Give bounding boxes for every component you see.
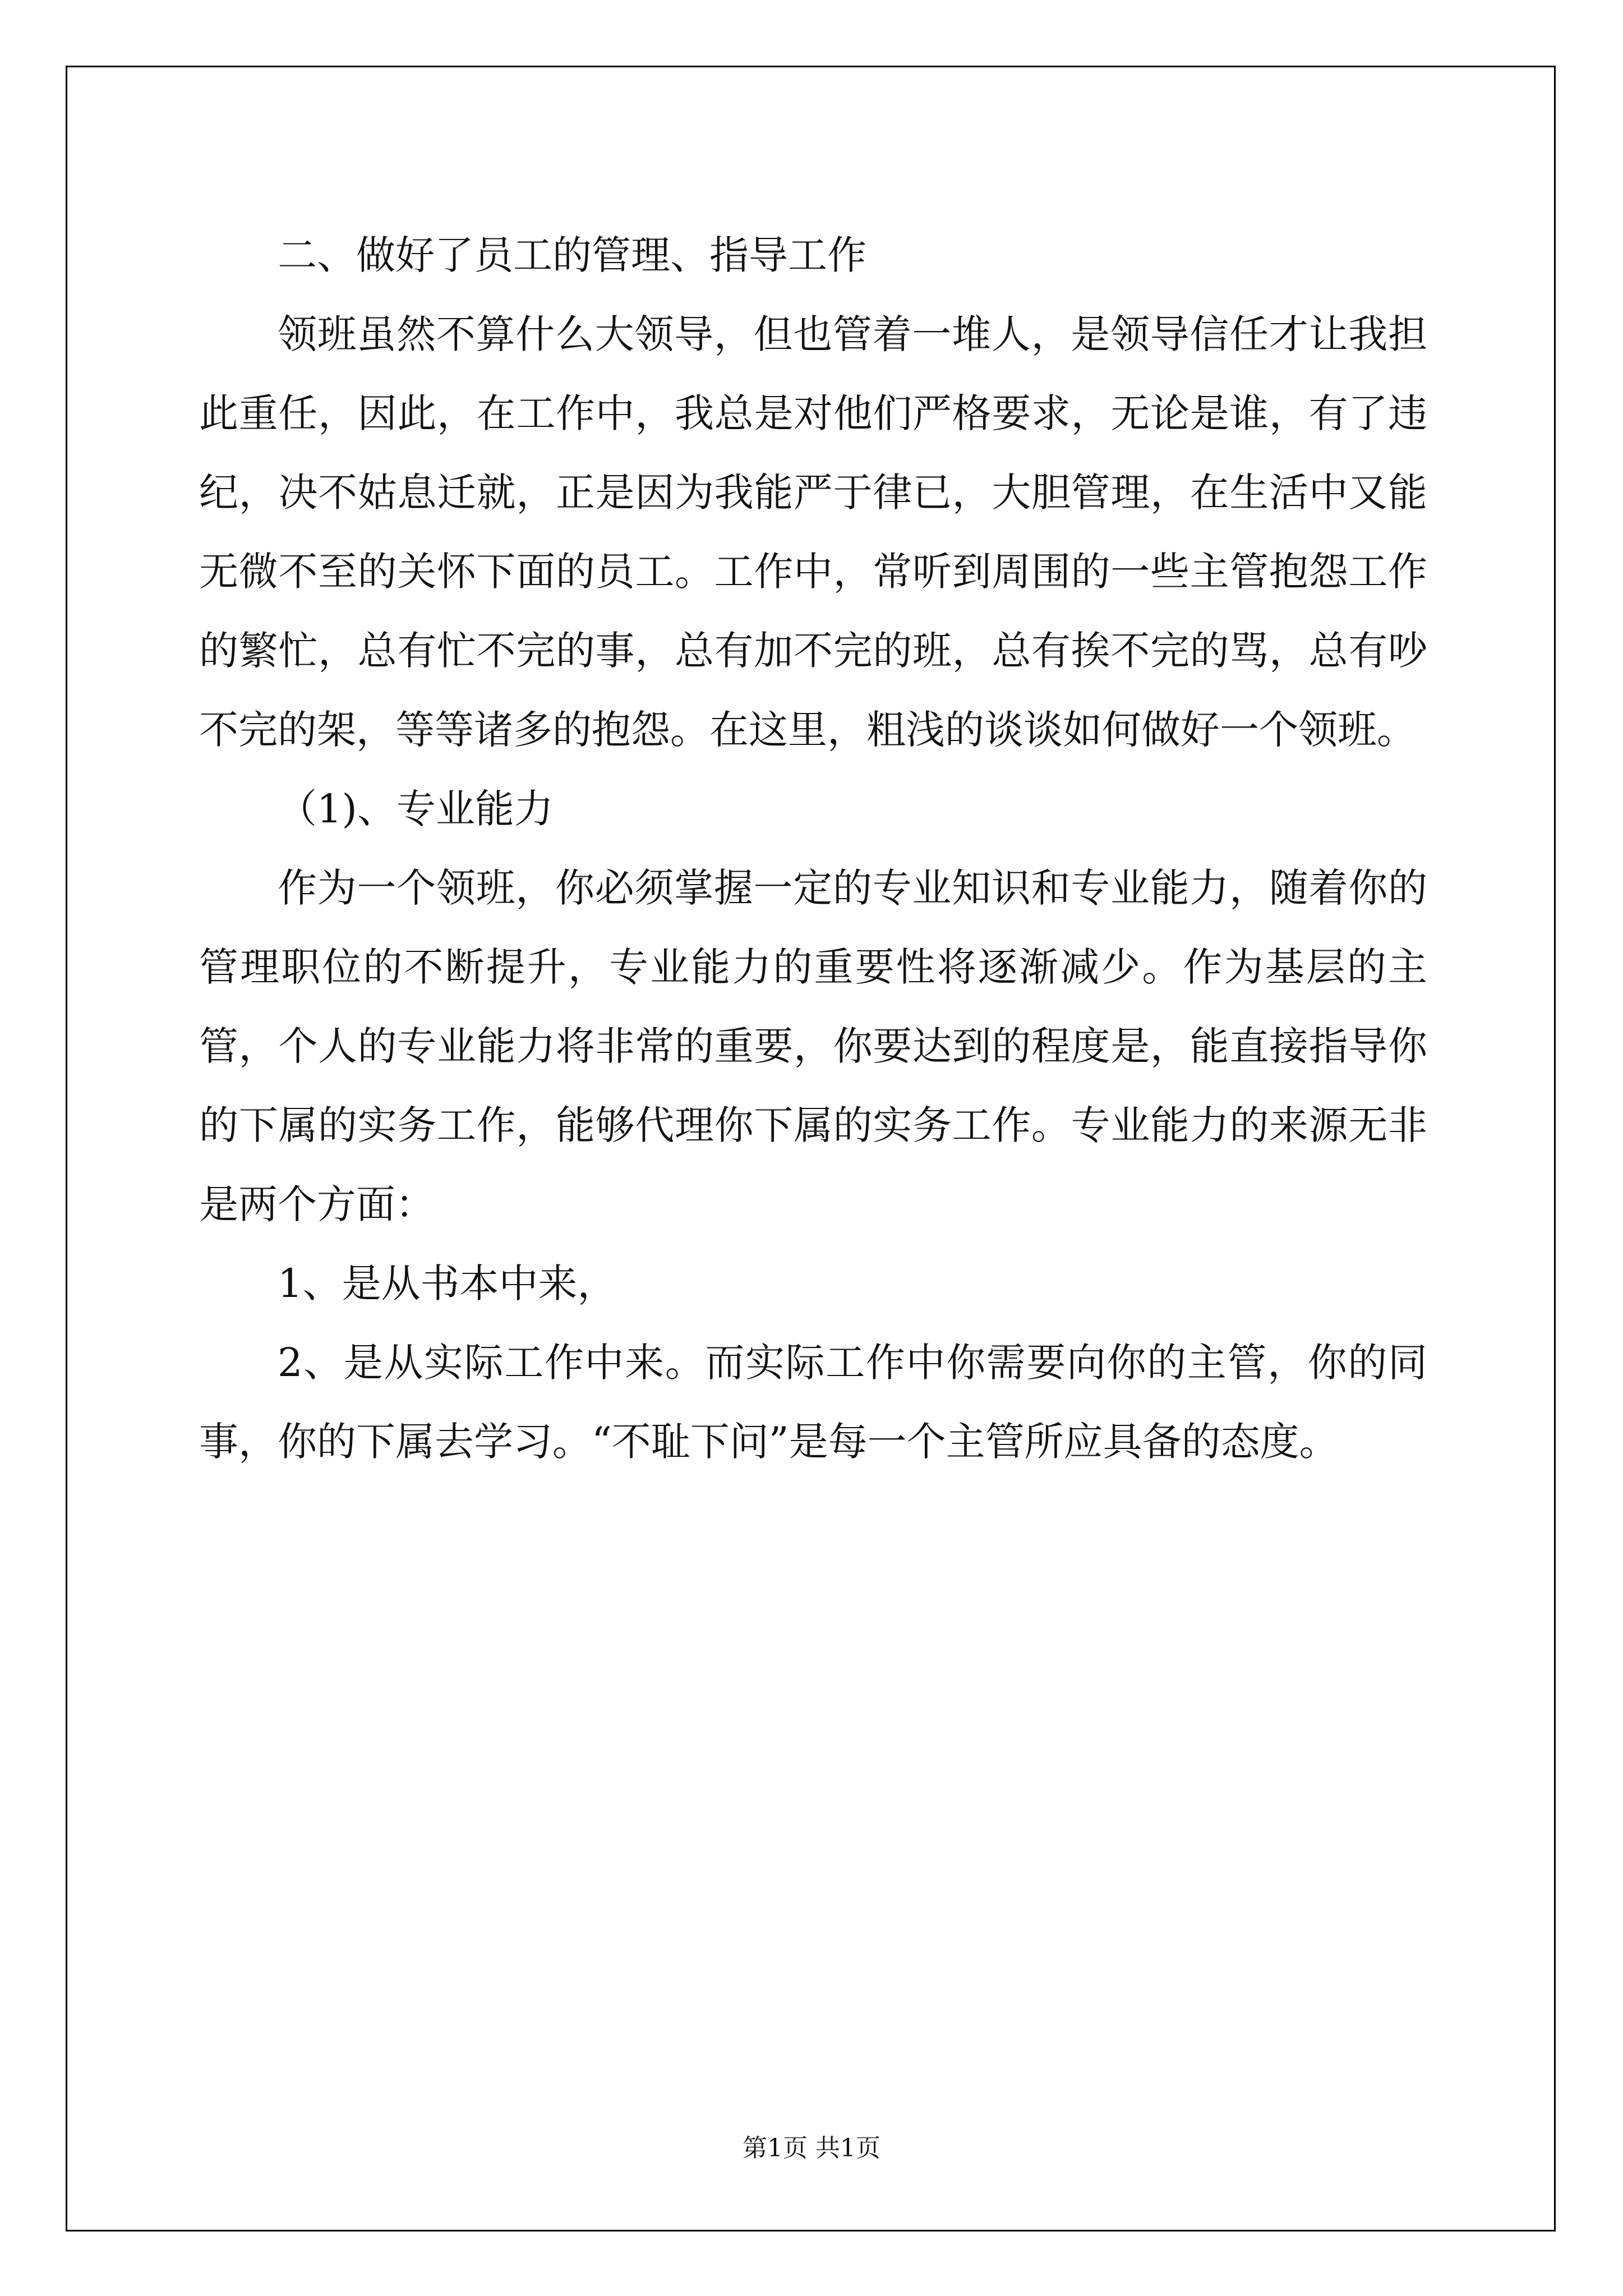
page-number: 第1页 共1页 [743,2134,880,2162]
list-item: 2、是从实际工作中来。而实际工作中你需要向你的主管，你的同事，你的下属去学习。“不耻下问”是每一个主管所应具备的态度。 [199,1340,1427,1465]
document-body [199,216,1427,1481]
list-item: 1、是从书本中来， [278,1260,617,1306]
subsection-heading: （1)、专业能力 [278,786,554,832]
paragraph: 作为一个领班，你必须掌握一定的专业知识和专业能力，随着你的管理职位的不断提升，专业能力的重要性将逐渐减少。作为基层的主管，个人的专业能力将非常的重要，你要达到的程度是，能直接指导你的下属的实务工作，能够代理你下属的实务工作。专业能力的来源无非是两个方面： [199,865,1427,1227]
paragraph: 领班虽然不算什么大领导，但也管着一堆人，是领导信任才让我担此重任，因此，在工作中，我总是对他们严格要求，无论是谁，有了违纪，决不姑息迁就，正是因为我能严于律已，大胆管理，在生活中又能无微不至的关怀下面的员工。工作中，常听到周围的一些主管抱怨工作的繁忙，总有忙不完的事，总有加不完的班，总有挨不完的骂，总有吵不完的架，等等诸多的抱怨。在这里，粗浅的谈谈如何做好一个领班。 [199,311,1427,753]
section-heading: 二、做好了员工的管理、指导工作 [278,232,866,278]
